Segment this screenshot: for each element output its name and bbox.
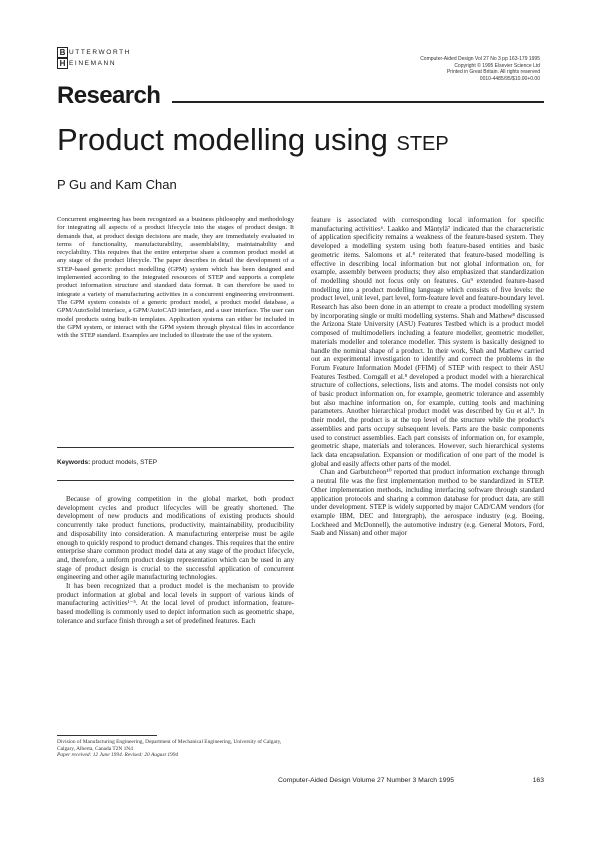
- authors: P Gu and Kam Chan: [57, 177, 177, 192]
- publisher-logo-text-2: EINEMANN: [69, 60, 117, 67]
- citation-line: Printed in Great Britain. All rights reserved: [446, 69, 540, 75]
- publisher-logo-letter-h: H: [57, 58, 68, 69]
- publisher-logo-line-1: [57, 47, 142, 58]
- footer-journal: Computer-Aided Design Volume 27 Number 3 March 1995: [278, 777, 455, 784]
- page-footer: [278, 777, 544, 785]
- footnote-dates-text: Paper received: 12 June 1994. Revised: 20 August 1994: [57, 752, 179, 759]
- page-number: 163: [532, 777, 544, 784]
- right-column-body: [311, 216, 544, 538]
- keywords: [57, 459, 294, 467]
- journal-citation: [400, 56, 540, 82]
- footnote-affiliation: Division of Manufacturing Engineering, Department of Mechanical Engineering, University of Calgary, Calgary, Alberta, Canada T2N 1N4: [57, 739, 282, 752]
- article-title-main: Product modelling using: [57, 122, 388, 157]
- keywords-text: product models, STEP: [92, 459, 158, 466]
- abstract: [57, 216, 294, 340]
- body-rule: [57, 480, 294, 481]
- footnote-dates: [57, 752, 294, 759]
- publisher-logo: [57, 47, 142, 69]
- footnote: [57, 739, 294, 759]
- publisher-logo-line-2: [57, 58, 142, 69]
- publisher-logo-text-1: UTTERWORTH: [69, 49, 131, 56]
- citation-line: 0010-4485/95/$10.00+0.00: [479, 75, 540, 82]
- article-title: [57, 122, 449, 162]
- section-rule: [172, 101, 544, 103]
- article-title-acronym: STEP: [396, 133, 449, 155]
- abstract-rule: [57, 447, 294, 448]
- left-column-body: [57, 495, 294, 626]
- section-label: Research: [57, 82, 161, 109]
- footnote-rule: [57, 735, 157, 736]
- keywords-label: Keywords:: [57, 459, 91, 466]
- body-paragraph: feature is associated with corresponding local information for specific manufacturing activities⁶. Laakko and Mäntylä⁷ indicated that the characteristic of application specificity remains a weakness of the feature-based system. They developed a modelling system using both feature-based entities and basic geometric items. Salomons et al.⁸ reiterated that feature-based modelling is effective in describing local information but not global information on, for example, assembly between products; they also emphasized that standardization of modelling should not focus only on features. Gu⁹ extended feature-based modelling into a product modelling language which consists of five levels: the product level, unit level, part level, form-feature level and feature-boundary level. Research has also been done in an attempt to create a product modelling system by incorporating single or multi modelling systems. Shah and Mathew⁸ discussed the Arizona State University (ASU) Features Testbed which is a product model composed of multimodellers including a feature modeller, geometric modeller, materials modeller and tolerance modeller. This system is basically designed to handle the nominal shape of a product. In their work, Shah and Mathew carried out an experimental investigation to identify and correct the problems in the Forum Feature Information Model (FFIM) of STEP with respect to their ASU Features Testbed. Corngall et al.⁸ developed a product model with a hierarchical structure of collections, selections, lists and atoms. The model consists not only of basic product information on, for example, geometric tolerance and assembly but also machine information on, for example, cutting tools and machining parameters. Another hierarchical product model was described by Gu et al.⁹. In their model, the product is at the top level of the structure while the product's assemblies and parts occupy subsequent levels. Parts are the basic components used to construct assemblies. Each part consists of information on, for example, geometric shape, materials and tolerances. However, such hierarchical systems lack data encapsulation. Expansion or modification of one part of the model is global and easily affects other parts of the model.: [311, 216, 544, 468]
- citation-line: Copyright © 1995 Elsevier Science Ltd: [454, 62, 540, 69]
- body-paragraph: Chan and Garbutcheon¹⁰ reported that product information exchange through a neutral file was the first implementation method to be standardized in STEP. Other implementation methods, including interfacing software through standard application protocols and sharing a common database for product data, are still under development. STEP is widely supported by major CAD/CAM vendors (for example IBM, DEC and Intergraph), the aerospace industry (e.g. Boeing, Lockheed and McDonnell), the automotive industry (e.g. General Motors, Ford, Saab and Nissan) and other major: [311, 468, 544, 538]
- body-paragraph: It has been recognized that a product model is the mechanism to provide product information at global and local levels in support of various kinds of manufacturing activities¹⁻⁵. At the local level of product information, feature-based modelling is commonly used to depict information such as geometric shape, tolerance and surface finish through a set of predefined features. Each: [57, 582, 294, 625]
- citation-line: Computer-Aided Design Vol 27 No 3 pp 163-179 1995: [420, 56, 540, 62]
- publisher-logo-letter-b: B: [57, 47, 68, 58]
- body-paragraph: Because of growing competition in the global market, both product development cycles and product lifecycles will be greatly shortened. The development of new products and modifications of existing products should concurrently take product functions, productivity, maintainability, producibility and disposability into consideration. A manufacturing enterprise must be agile enough to quickly respond to product demand changes. This requires that the entire enterprise share common product model data at any stage of the product lifecycle, and, therefore, a uniform product design representation which can be used in any stage of product design is crucial to the successful application of concurrent engineering and other agile manufacturing technologies.: [57, 495, 294, 582]
- abstract-text: Concurrent engineering has been recognized as a business philosophy and methodology for integrating all aspects of a product lifecycle into the stages of product design. It demands that, at product design decisions are made, they are immediately evaluated in terms of functionality, manufacturability, assemblability, maintainability and recyclability. This requires that the entire enterprise share a common product model at any stage of the product lifecycle. The paper describes in detail the development of a STEP-based generic product modelling (GPM) system which has been designed and implemented according to the integrated resources of STEP and supports a complete product information structure and standard data format. It can therefore be used to integrate a variety of manufacturing activities in a concurrent engineering environment. The GPM system consists of a generic product model, a product model database, a GPM/AutoSolid interface, a GPM/AutoCAD interface, and a user interface. The user can model products using built-in templates. Application systems can either be included in the GPM system, or interact with the GPM system through physical files in accordance with the STEP standard. Examples are included to illustrate the use of the system.: [57, 216, 294, 340]
